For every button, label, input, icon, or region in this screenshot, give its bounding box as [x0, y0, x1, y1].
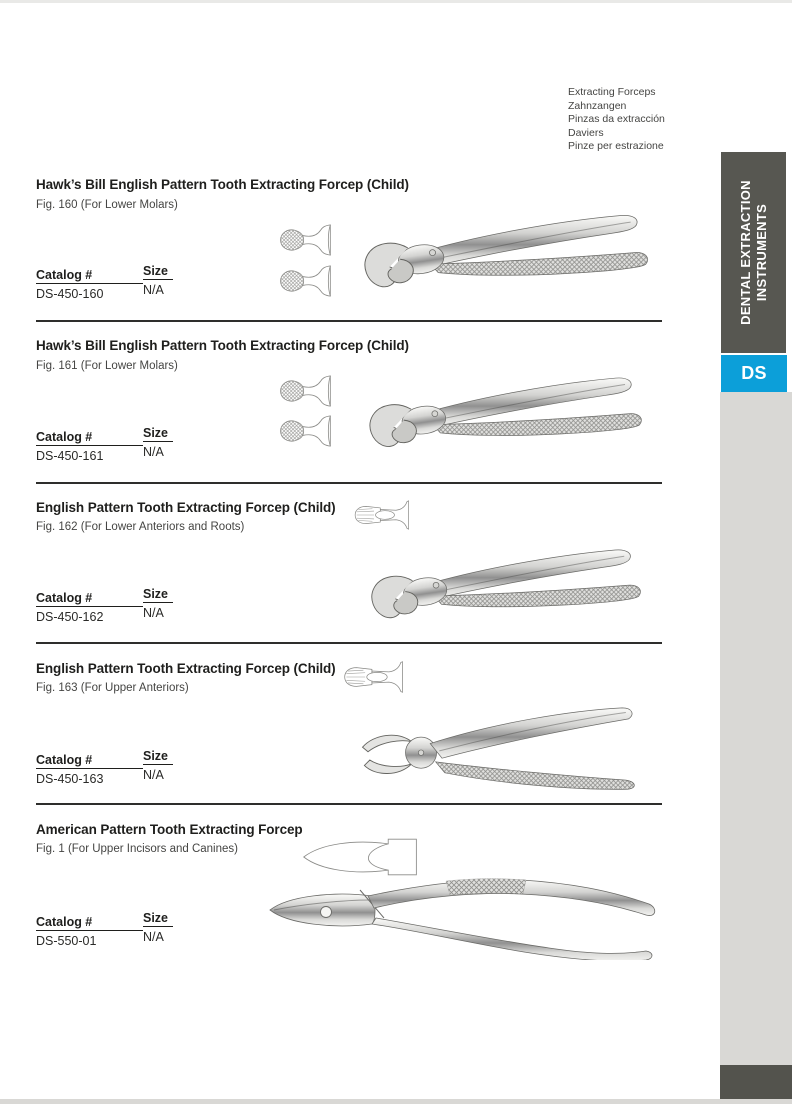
- product-title: English Pattern Tooth Extracting Forcep (Child): [36, 661, 336, 676]
- size-value: N/A: [143, 445, 164, 459]
- category-tab: [721, 152, 786, 353]
- product-photo-forcep: [344, 540, 662, 635]
- catalog-header-label: Catalog #: [36, 268, 143, 284]
- catalog-header-label: Catalog #: [36, 591, 143, 607]
- size-header-label: Size: [143, 911, 173, 927]
- catalog-table: [36, 426, 173, 463]
- category-line1: DENTAL EXTRACTION: [737, 180, 753, 325]
- language-list: [568, 86, 665, 154]
- size-header-label: Size: [143, 264, 173, 280]
- catalog-header-label: Catalog #: [36, 430, 143, 446]
- section-divider: [36, 482, 662, 484]
- catalog-header-label: Catalog #: [36, 915, 143, 931]
- catalog-number: DS-450-162: [36, 610, 104, 624]
- size-value: N/A: [143, 768, 164, 782]
- catalog-table: [36, 749, 173, 786]
- product-title: American Pattern Tooth Extracting Forcep: [36, 822, 303, 837]
- tip-diagram: [277, 373, 341, 409]
- size-value: N/A: [143, 606, 164, 620]
- section-code-tab: [721, 355, 787, 392]
- product-title: Hawk’s Bill English Pattern Tooth Extracting Forcep (Child): [36, 338, 409, 353]
- section-divider: [36, 320, 662, 322]
- size-header-label: Size: [143, 749, 173, 765]
- product-photo-forcep: [263, 860, 665, 960]
- catalog-number: DS-450-163: [36, 772, 104, 786]
- section-divider: [36, 803, 662, 805]
- sidebar-strip: [720, 392, 792, 1065]
- product-photo-forcep: [340, 368, 665, 464]
- product-figure-caption: Fig. 1 (For Upper Incisors and Canines): [36, 843, 238, 855]
- tip-diagram: [277, 222, 341, 258]
- catalog-table: [36, 264, 173, 301]
- product-figure-caption: Fig. 162 (For Lower Anteriors and Roots): [36, 521, 245, 533]
- sidebar-footer-block: [720, 1065, 792, 1099]
- language-item: Pinze per estrazione: [568, 140, 664, 152]
- language-item: Zahnzangen: [568, 99, 627, 112]
- page-edge-bottom: [0, 1099, 792, 1104]
- catalog-table: [36, 587, 173, 624]
- product-figure-caption: Fig. 160 (For Lower Molars): [36, 199, 178, 211]
- catalog-number: DS-450-160: [36, 287, 104, 301]
- language-item: Extracting Forceps: [568, 86, 656, 98]
- size-value: N/A: [143, 283, 164, 297]
- section-divider: [36, 642, 662, 644]
- size-value: N/A: [143, 930, 164, 944]
- language-item: Pinzas da extracción: [568, 113, 665, 125]
- catalog-number: DS-550-01: [36, 934, 97, 948]
- product-figure-caption: Fig. 161 (For Lower Molars): [36, 360, 178, 372]
- product-title: Hawk’s Bill English Pattern Tooth Extracting Forcep (Child): [36, 177, 409, 192]
- product-photo-forcep: [338, 696, 665, 792]
- product-title: English Pattern Tooth Extracting Forcep (Child): [36, 500, 336, 515]
- category-tab-label: [721, 152, 786, 353]
- product-figure-caption: Fig. 163 (For Upper Anteriors): [36, 682, 189, 694]
- catalog-header-label: Catalog #: [36, 753, 143, 769]
- tip-diagram: [352, 496, 418, 534]
- size-header-label: Size: [143, 587, 173, 603]
- catalog-number: DS-450-161: [36, 449, 104, 463]
- section-code-label: DS: [741, 363, 767, 383]
- catalog-table: [36, 911, 173, 948]
- category-line2: INSTRUMENTS: [753, 203, 769, 302]
- size-header-label: Size: [143, 426, 173, 442]
- product-photo-forcep: [344, 205, 662, 305]
- tip-diagram: [277, 413, 341, 449]
- tip-diagram: [277, 263, 341, 299]
- tip-diagram: [338, 660, 416, 694]
- page-edge-top: [0, 0, 792, 3]
- language-item: Daviers: [568, 126, 604, 139]
